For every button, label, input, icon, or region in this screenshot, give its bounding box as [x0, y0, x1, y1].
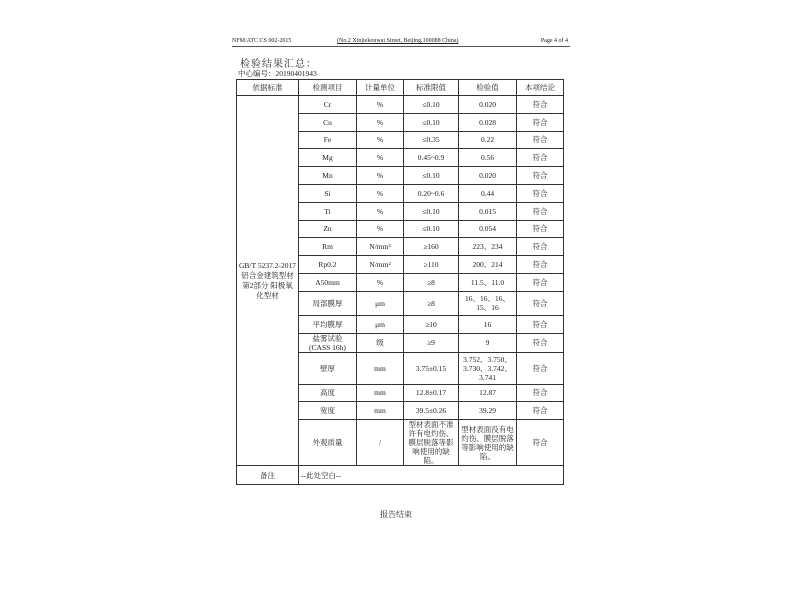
cell-limit: ≤0.10	[404, 220, 459, 238]
cell-unit: %	[357, 113, 404, 131]
cell-conclusion: 符合	[517, 291, 564, 315]
cell-limit: 型材表面不准许有电灼伤、膜层脱落等影响使用的缺陷。	[404, 420, 459, 466]
page-header	[232, 38, 570, 47]
cell-item: A50mm	[299, 273, 357, 291]
cell-unit: mm	[357, 402, 404, 420]
cell-conclusion: 符合	[517, 184, 564, 202]
cell-conclusion: 符合	[517, 220, 564, 238]
header-item: 检测项目	[299, 80, 357, 96]
cell-item: Si	[299, 184, 357, 202]
note-label: 备注	[237, 466, 299, 485]
cell-item: 壁厚	[299, 352, 357, 384]
cell-item: 平均膜厚	[299, 315, 357, 333]
cell-unit: mm	[357, 384, 404, 402]
cell-limit: ≤0.10	[404, 113, 459, 131]
cell-limit: 0.45~0.9	[404, 149, 459, 167]
cell-conclusion: 符合	[517, 333, 564, 352]
results-table	[236, 79, 564, 485]
cell-limit: ≤0.10	[404, 167, 459, 185]
header-unit: 计量单位	[357, 80, 404, 96]
cell-conclusion: 符合	[517, 273, 564, 291]
cell-limit: ≥10	[404, 315, 459, 333]
cell-item: 外观质量	[299, 420, 357, 466]
header-value: 检验值	[459, 80, 517, 96]
section-title: 检验结果汇总：	[240, 59, 317, 70]
cell-value: 型材表面没有电灼伤、膜层脱落等影响使用的缺陷。	[459, 420, 517, 466]
cell-value: 0.020	[459, 96, 517, 114]
cell-item: Fe	[299, 131, 357, 149]
cell-limit: 39.5±0.26	[404, 402, 459, 420]
doc-code: NFM/ATC CS 002-2015	[232, 38, 292, 44]
cell-conclusion: 符合	[517, 402, 564, 420]
cell-limit: ≥160	[404, 238, 459, 256]
cell-item: Zn	[299, 220, 357, 238]
cell-value: 0.020	[459, 167, 517, 185]
cell-conclusion: 符合	[517, 202, 564, 220]
cell-value: 0.44	[459, 184, 517, 202]
cell-item: Mn	[299, 167, 357, 185]
cell-unit: 级	[357, 333, 404, 352]
cell-conclusion: 符合	[517, 420, 564, 466]
cell-conclusion: 符合	[517, 113, 564, 131]
cell-unit: %	[357, 149, 404, 167]
cell-value: 12.87	[459, 384, 517, 402]
cell-conclusion: 符合	[517, 238, 564, 256]
cell-unit: %	[357, 273, 404, 291]
cell-limit: ≥110	[404, 256, 459, 274]
cell-conclusion: 符合	[517, 167, 564, 185]
report-end: 报告结束	[380, 510, 412, 519]
cell-conclusion: 符合	[517, 384, 564, 402]
cell-value: 0.028	[459, 113, 517, 131]
header-basis: 依据标准	[237, 80, 299, 96]
cell-unit: mm	[357, 352, 404, 384]
cell-value: 0.015	[459, 202, 517, 220]
table-header-row	[237, 80, 564, 96]
cell-value: 39.29	[459, 402, 517, 420]
cell-value: 16、16、16、15、16	[459, 291, 517, 315]
cell-limit: 12.8±0.17	[404, 384, 459, 402]
cell-limit: ≤0.35	[404, 131, 459, 149]
header-limit: 标准限值	[404, 80, 459, 96]
cell-limit: 3.75±0.15	[404, 352, 459, 384]
cell-conclusion: 符合	[517, 131, 564, 149]
cell-unit: %	[357, 167, 404, 185]
cell-value: 0.054	[459, 220, 517, 238]
cell-item: 盐雾试验 (CASS 16h)	[299, 333, 357, 352]
cell-limit: ≤0.10	[404, 96, 459, 114]
cell-item: Cr	[299, 96, 357, 114]
cell-conclusion: 符合	[517, 315, 564, 333]
cell-conclusion: 符合	[517, 149, 564, 167]
cell-unit: %	[357, 184, 404, 202]
header-conclusion: 本项结论	[517, 80, 564, 96]
cell-unit: μm	[357, 291, 404, 315]
cell-unit: N/mm²	[357, 238, 404, 256]
cell-unit: N/mm²	[357, 256, 404, 274]
cell-item: 宽度	[299, 402, 357, 420]
cell-conclusion: 符合	[517, 96, 564, 114]
cell-unit: μm	[357, 315, 404, 333]
cell-value: 3.752、3.750、3.730、3.742、3.741	[459, 352, 517, 384]
cell-value: 16	[459, 315, 517, 333]
cell-item: Rm	[299, 238, 357, 256]
cell-unit: %	[357, 96, 404, 114]
cell-unit: /	[357, 420, 404, 466]
cell-item: Mg	[299, 149, 357, 167]
cell-item: 高度	[299, 384, 357, 402]
page-number: Page 4 of 4	[540, 38, 568, 44]
cell-limit: 0.20~0.6	[404, 184, 459, 202]
cell-unit: %	[357, 220, 404, 238]
cell-limit: ≥9	[404, 333, 459, 352]
table-row	[237, 96, 564, 114]
cell-conclusion: 符合	[517, 352, 564, 384]
cell-value: 200、214	[459, 256, 517, 274]
cell-item: 局部膜厚	[299, 291, 357, 315]
standard-basis: GB/T 5237.2-2017 铝合金建筑型材 第2部分 阳极氧化型材	[237, 96, 299, 466]
cell-unit: %	[357, 131, 404, 149]
cell-item: Cu	[299, 113, 357, 131]
cell-conclusion: 符合	[517, 256, 564, 274]
cell-item: Ti	[299, 202, 357, 220]
cell-limit: ≥8	[404, 291, 459, 315]
note-value: --此处空白--	[299, 466, 564, 485]
note-row	[237, 466, 564, 485]
cell-value: 223、234	[459, 238, 517, 256]
cell-unit: %	[357, 202, 404, 220]
cell-value: 0.56	[459, 149, 517, 167]
cell-value: 0.22	[459, 131, 517, 149]
cell-limit: ≤0.10	[404, 202, 459, 220]
cell-value: 11.5、11.0	[459, 273, 517, 291]
center-number: 中心编号：20190401943	[238, 69, 317, 78]
address: (No.2 Xinjiekouwai Street, Beijing,100088 China)	[337, 38, 459, 44]
cell-limit: ≥8	[404, 273, 459, 291]
cell-value: 9	[459, 333, 517, 352]
cell-item: Rp0.2	[299, 256, 357, 274]
